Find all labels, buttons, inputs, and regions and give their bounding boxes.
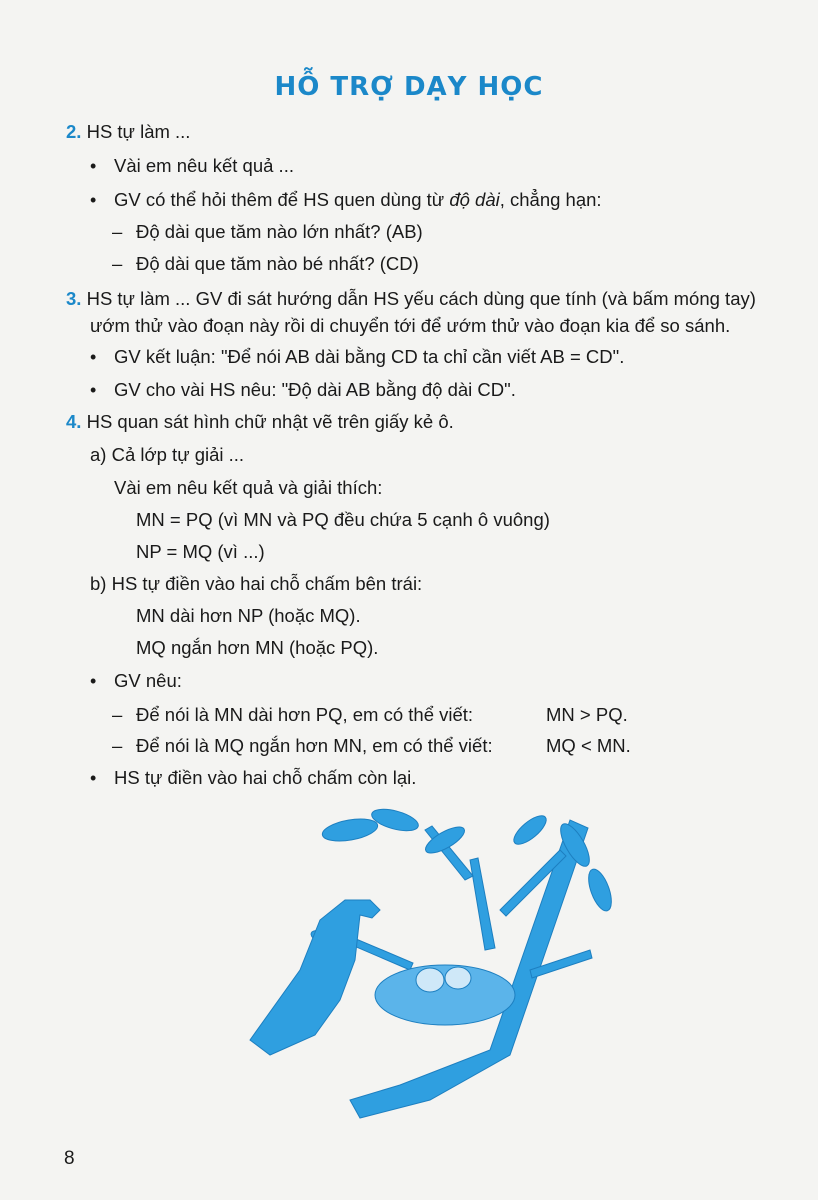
page-number: 8	[64, 1148, 75, 1169]
section-4-part-a-line-2: MN = PQ (vì MN và PQ đều chứa 5 cạnh ô vuông)	[136, 509, 550, 530]
section-4-part-a-line-3: NP = MQ (vì ...)	[136, 541, 265, 562]
leaf	[321, 815, 380, 844]
section-2-bullet-1: Vài em nêu kết quả ...	[114, 155, 294, 176]
section-3-text-1: HS tự làm ... GV đi sát hướng dẫn HS yếu cách dùng que tính (và bấm móng tay)	[86, 288, 756, 309]
bullet-icon: •	[90, 768, 97, 788]
section-2-bullet-2-pre: GV có thể hỏi thêm để HS quen dùng từ	[114, 189, 450, 210]
section-2-text: HS tự làm ...	[86, 121, 191, 142]
page-title: HỖ TRỢ DẠY HỌC	[274, 72, 544, 102]
bullet-icon: •	[90, 156, 97, 176]
section-3	[66, 287, 756, 311]
bullet-icon: •	[90, 190, 97, 210]
bullet-icon: •	[90, 347, 97, 367]
section-4-dash-2: Để nói là MQ ngắn hơn MN, em có thể viết:	[136, 735, 493, 756]
section-2	[66, 120, 190, 144]
chick	[445, 967, 471, 989]
side-branch	[470, 858, 495, 950]
section-4-gv-note: GV nêu:	[114, 670, 182, 691]
section-4-part-b: b) HS tự điền vào hai chỗ chấm bên trái:	[90, 573, 423, 594]
section-2-number: 2.	[66, 121, 82, 142]
section-4-dash-1-result: MN > PQ.	[546, 704, 628, 725]
section-3-text-2: ướm thử vào đoạn này rồi di chuyển tới để ướm thử vào đoạn kia để so sánh.	[90, 315, 731, 336]
section-4-last-bullet: HS tự điền vào hai chỗ chấm còn lại.	[114, 767, 417, 788]
section-2-bullet-2-emphasis: độ dài	[449, 189, 500, 210]
dash-icon: –	[112, 704, 123, 725]
section-3-bullet-1: GV kết luận: "Để nói AB dài bằng CD ta chỉ cần viết AB = CD".	[114, 346, 625, 367]
leaf	[510, 811, 551, 849]
section-4-dash-1: Để nói là MN dài hơn PQ, em có thể viết:	[136, 704, 474, 725]
section-2-dash-2: Độ dài que tăm nào bé nhất? (CD)	[136, 253, 419, 274]
dash-icon: –	[112, 253, 123, 274]
section-2-dash-1: Độ dài que tăm nào lớn nhất? (AB)	[136, 221, 423, 242]
leaf	[369, 805, 420, 835]
section-4-part-b-line-2: MQ ngắn hơn MN (hoặc PQ).	[136, 637, 379, 658]
leaf	[584, 866, 616, 914]
section-3-number: 3.	[66, 288, 82, 309]
bullet-icon: •	[90, 671, 97, 691]
nest	[375, 965, 515, 1025]
bird-nest-illustration	[230, 800, 630, 1120]
dash-icon: –	[112, 735, 123, 756]
dash-icon: –	[112, 221, 123, 242]
chick	[416, 968, 444, 992]
section-4-part-b-line-1: MN dài hơn NP (hoặc MQ).	[136, 605, 361, 626]
bird	[250, 900, 380, 1055]
section-4	[66, 410, 454, 434]
section-2-bullet-2	[114, 188, 602, 212]
section-2-bullet-2-post: , chẳng hạn:	[499, 189, 602, 210]
section-4-number: 4.	[66, 411, 82, 432]
section-4-dash-2-result: MQ < MN.	[546, 735, 631, 756]
section-4-part-a-line-1: Vài em nêu kết quả và giải thích:	[114, 477, 383, 498]
section-3-bullet-2: GV cho vài HS nêu: "Độ dài AB bằng độ dài CD".	[114, 379, 516, 400]
section-4-part-a: a) Cả lớp tự giải ...	[90, 444, 245, 465]
section-4-text: HS quan sát hình chữ nhật vẽ trên giấy kẻ ô.	[86, 411, 454, 432]
bullet-icon: •	[90, 380, 97, 400]
